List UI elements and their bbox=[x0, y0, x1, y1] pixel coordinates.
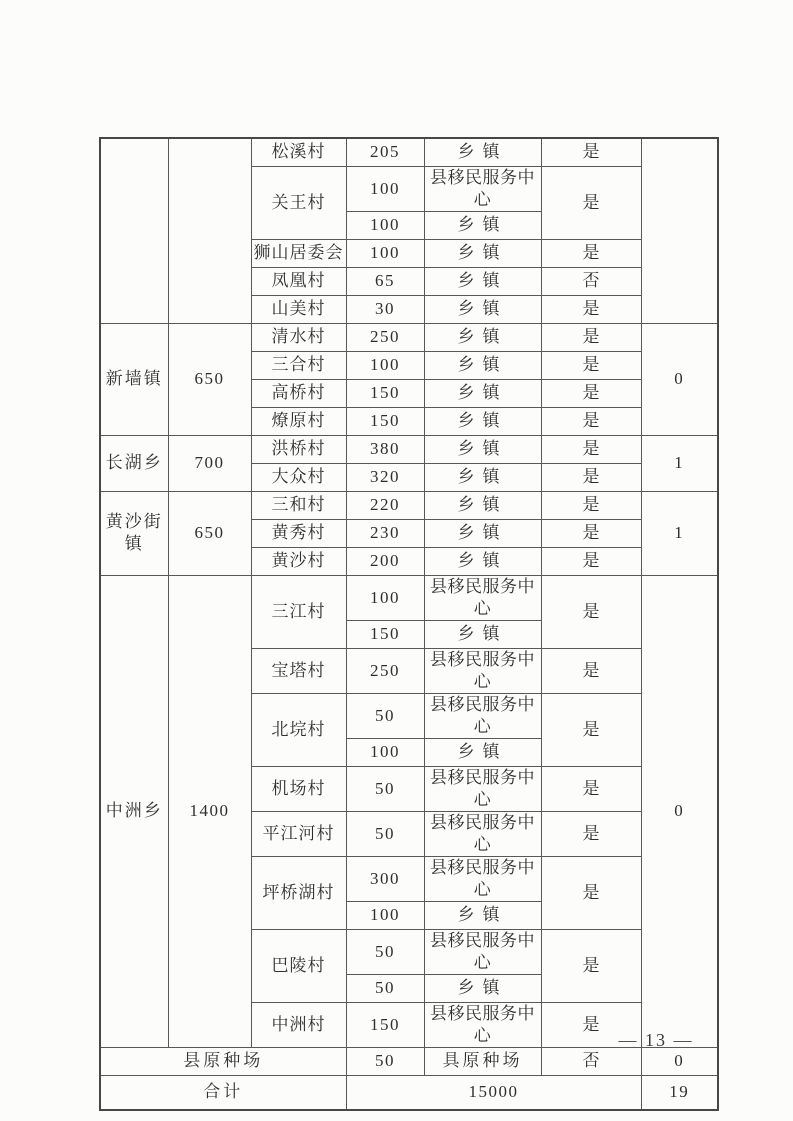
village-amount-cell: 50 bbox=[346, 974, 424, 1002]
town-amount-cell bbox=[168, 138, 251, 323]
tail-count-cell: 1 bbox=[641, 491, 718, 575]
total-label-cell: 合计 bbox=[100, 1075, 346, 1110]
table-body bbox=[100, 138, 718, 1110]
agency-cell: 乡镇 bbox=[424, 351, 541, 379]
confirm-cell: 是 bbox=[541, 929, 641, 1002]
agency-cell: 乡镇 bbox=[424, 138, 541, 166]
confirm-cell: 是 bbox=[541, 491, 641, 519]
agency-cell: 县移民服务中心 bbox=[424, 575, 541, 620]
agency-cell: 乡镇 bbox=[424, 901, 541, 929]
confirm-cell: 是 bbox=[541, 166, 641, 239]
town-name-cell: 中洲乡 bbox=[100, 575, 168, 1047]
confirm-cell: 是 bbox=[541, 138, 641, 166]
village-name-cell: 狮山居委会 bbox=[251, 239, 346, 267]
village-amount-cell: 100 bbox=[346, 211, 424, 239]
village-amount-cell: 50 bbox=[346, 811, 424, 856]
table-row bbox=[100, 575, 718, 620]
agency-cell: 乡镇 bbox=[424, 738, 541, 766]
agency-cell: 乡镇 bbox=[424, 211, 541, 239]
confirm-cell: 是 bbox=[541, 811, 641, 856]
table-row bbox=[100, 435, 718, 463]
village-amount-cell: 50 bbox=[346, 929, 424, 974]
confirm-cell: 是 bbox=[541, 435, 641, 463]
confirm-cell: 是 bbox=[541, 295, 641, 323]
village-name-cell: 三合村 bbox=[251, 351, 346, 379]
tail-count-cell bbox=[641, 138, 718, 323]
village-name-cell: 松溪村 bbox=[251, 138, 346, 166]
confirm-cell: 是 bbox=[541, 547, 641, 575]
table-row bbox=[100, 1047, 718, 1075]
village-amount-cell: 205 bbox=[346, 138, 424, 166]
town-amount-cell: 650 bbox=[168, 491, 251, 575]
village-name-cell: 黄秀村 bbox=[251, 519, 346, 547]
agency-cell: 乡镇 bbox=[424, 491, 541, 519]
confirm-cell: 是 bbox=[541, 323, 641, 351]
agency-cell: 乡镇 bbox=[424, 974, 541, 1002]
agency-cell: 县移民服务中心 bbox=[424, 693, 541, 738]
agency-cell: 县移民服务中心 bbox=[424, 766, 541, 811]
agency-cell: 乡镇 bbox=[424, 435, 541, 463]
agency-cell: 县移民服务中心 bbox=[424, 1002, 541, 1047]
village-amount-cell: 30 bbox=[346, 295, 424, 323]
agency-cell: 县移民服务中心 bbox=[424, 648, 541, 693]
confirm-cell: 是 bbox=[541, 1002, 641, 1047]
agency-cell: 乡镇 bbox=[424, 547, 541, 575]
confirm-cell: 是 bbox=[541, 239, 641, 267]
total-amount-cell: 15000 bbox=[346, 1075, 641, 1110]
village-name-cell: 巴陵村 bbox=[251, 929, 346, 1002]
agency-cell: 乡镇 bbox=[424, 239, 541, 267]
agency-cell: 县移民服务中心 bbox=[424, 166, 541, 211]
confirm-cell: 是 bbox=[541, 351, 641, 379]
village-name-cell: 北垸村 bbox=[251, 693, 346, 766]
village-name-cell: 黄沙村 bbox=[251, 547, 346, 575]
village-name-cell: 平江河村 bbox=[251, 811, 346, 856]
total-tail-cell: 19 bbox=[641, 1075, 718, 1110]
village-amount-cell: 100 bbox=[346, 738, 424, 766]
farm-label-cell: 县原种场 bbox=[100, 1047, 346, 1075]
village-amount-cell: 100 bbox=[346, 239, 424, 267]
village-name-cell: 宝塔村 bbox=[251, 648, 346, 693]
village-name-cell: 坪桥湖村 bbox=[251, 856, 346, 929]
agency-cell: 乡镇 bbox=[424, 267, 541, 295]
village-amount-cell: 380 bbox=[346, 435, 424, 463]
village-amount-cell: 65 bbox=[346, 267, 424, 295]
village-amount-cell: 200 bbox=[346, 547, 424, 575]
tail-count-cell: 0 bbox=[641, 575, 718, 1047]
agency-cell: 乡镇 bbox=[424, 463, 541, 491]
village-name-cell: 山美村 bbox=[251, 295, 346, 323]
farm-confirm-cell: 否 bbox=[541, 1047, 641, 1075]
town-amount-cell: 1400 bbox=[168, 575, 251, 1047]
village-amount-cell: 150 bbox=[346, 407, 424, 435]
agency-cell: 县移民服务中心 bbox=[424, 856, 541, 901]
village-amount-cell: 150 bbox=[346, 1002, 424, 1047]
agency-cell: 乡镇 bbox=[424, 407, 541, 435]
village-name-cell: 清水村 bbox=[251, 323, 346, 351]
tail-count-cell: 0 bbox=[641, 323, 718, 435]
town-name-cell: 新墙镇 bbox=[100, 323, 168, 435]
village-name-cell: 三和村 bbox=[251, 491, 346, 519]
village-amount-cell: 230 bbox=[346, 519, 424, 547]
village-amount-cell: 150 bbox=[346, 620, 424, 648]
village-amount-cell: 250 bbox=[346, 323, 424, 351]
confirm-cell: 是 bbox=[541, 519, 641, 547]
village-amount-cell: 300 bbox=[346, 856, 424, 901]
confirm-cell: 是 bbox=[541, 856, 641, 929]
farm-agency-cell: 具原种场 bbox=[424, 1047, 541, 1075]
table-row bbox=[100, 138, 718, 166]
village-amount-cell: 50 bbox=[346, 766, 424, 811]
agency-cell: 乡镇 bbox=[424, 295, 541, 323]
town-amount-cell: 700 bbox=[168, 435, 251, 491]
village-amount-cell: 50 bbox=[346, 693, 424, 738]
village-name-cell: 高桥村 bbox=[251, 379, 346, 407]
town-name-cell: 长湖乡 bbox=[100, 435, 168, 491]
village-amount-cell: 320 bbox=[346, 463, 424, 491]
confirm-cell: 是 bbox=[541, 693, 641, 766]
confirm-cell: 否 bbox=[541, 267, 641, 295]
village-name-cell: 燎原村 bbox=[251, 407, 346, 435]
village-name-cell: 三江村 bbox=[251, 575, 346, 648]
confirm-cell: 是 bbox=[541, 463, 641, 491]
confirm-cell: 是 bbox=[541, 648, 641, 693]
village-name-cell: 大众村 bbox=[251, 463, 346, 491]
confirm-cell: 是 bbox=[541, 379, 641, 407]
agency-cell: 县移民服务中心 bbox=[424, 929, 541, 974]
village-amount-cell: 100 bbox=[346, 166, 424, 211]
town-name-cell: 黄沙街镇 bbox=[100, 491, 168, 575]
village-name-cell: 凤凰村 bbox=[251, 267, 346, 295]
town-name-cell bbox=[100, 138, 168, 323]
confirm-cell: 是 bbox=[541, 407, 641, 435]
agency-cell: 乡镇 bbox=[424, 620, 541, 648]
agency-cell: 乡镇 bbox=[424, 379, 541, 407]
page-number: — 13 — bbox=[618, 1030, 694, 1050]
village-amount-cell: 100 bbox=[346, 351, 424, 379]
village-name-cell: 洪桥村 bbox=[251, 435, 346, 463]
agency-cell: 县移民服务中心 bbox=[424, 811, 541, 856]
table-row bbox=[100, 1075, 718, 1110]
farm-amount-cell: 50 bbox=[346, 1047, 424, 1075]
table-row bbox=[100, 491, 718, 519]
village-amount-cell: 150 bbox=[346, 379, 424, 407]
agency-cell: 乡镇 bbox=[424, 323, 541, 351]
confirm-cell: 是 bbox=[541, 766, 641, 811]
village-name-cell: 关王村 bbox=[251, 166, 346, 239]
confirm-cell: 是 bbox=[541, 575, 641, 648]
village-amount-cell: 220 bbox=[346, 491, 424, 519]
village-name-cell: 机场村 bbox=[251, 766, 346, 811]
village-amount-cell: 250 bbox=[346, 648, 424, 693]
village-amount-cell: 100 bbox=[346, 901, 424, 929]
tail-count-cell: 1 bbox=[641, 435, 718, 491]
agency-cell: 乡镇 bbox=[424, 519, 541, 547]
table-row bbox=[100, 323, 718, 351]
village-name-cell: 中洲村 bbox=[251, 1002, 346, 1047]
village-amount-cell: 100 bbox=[346, 575, 424, 620]
town-amount-cell: 650 bbox=[168, 323, 251, 435]
farm-tail-cell: 0 bbox=[641, 1047, 718, 1075]
fund-allocation-table bbox=[99, 137, 719, 1111]
